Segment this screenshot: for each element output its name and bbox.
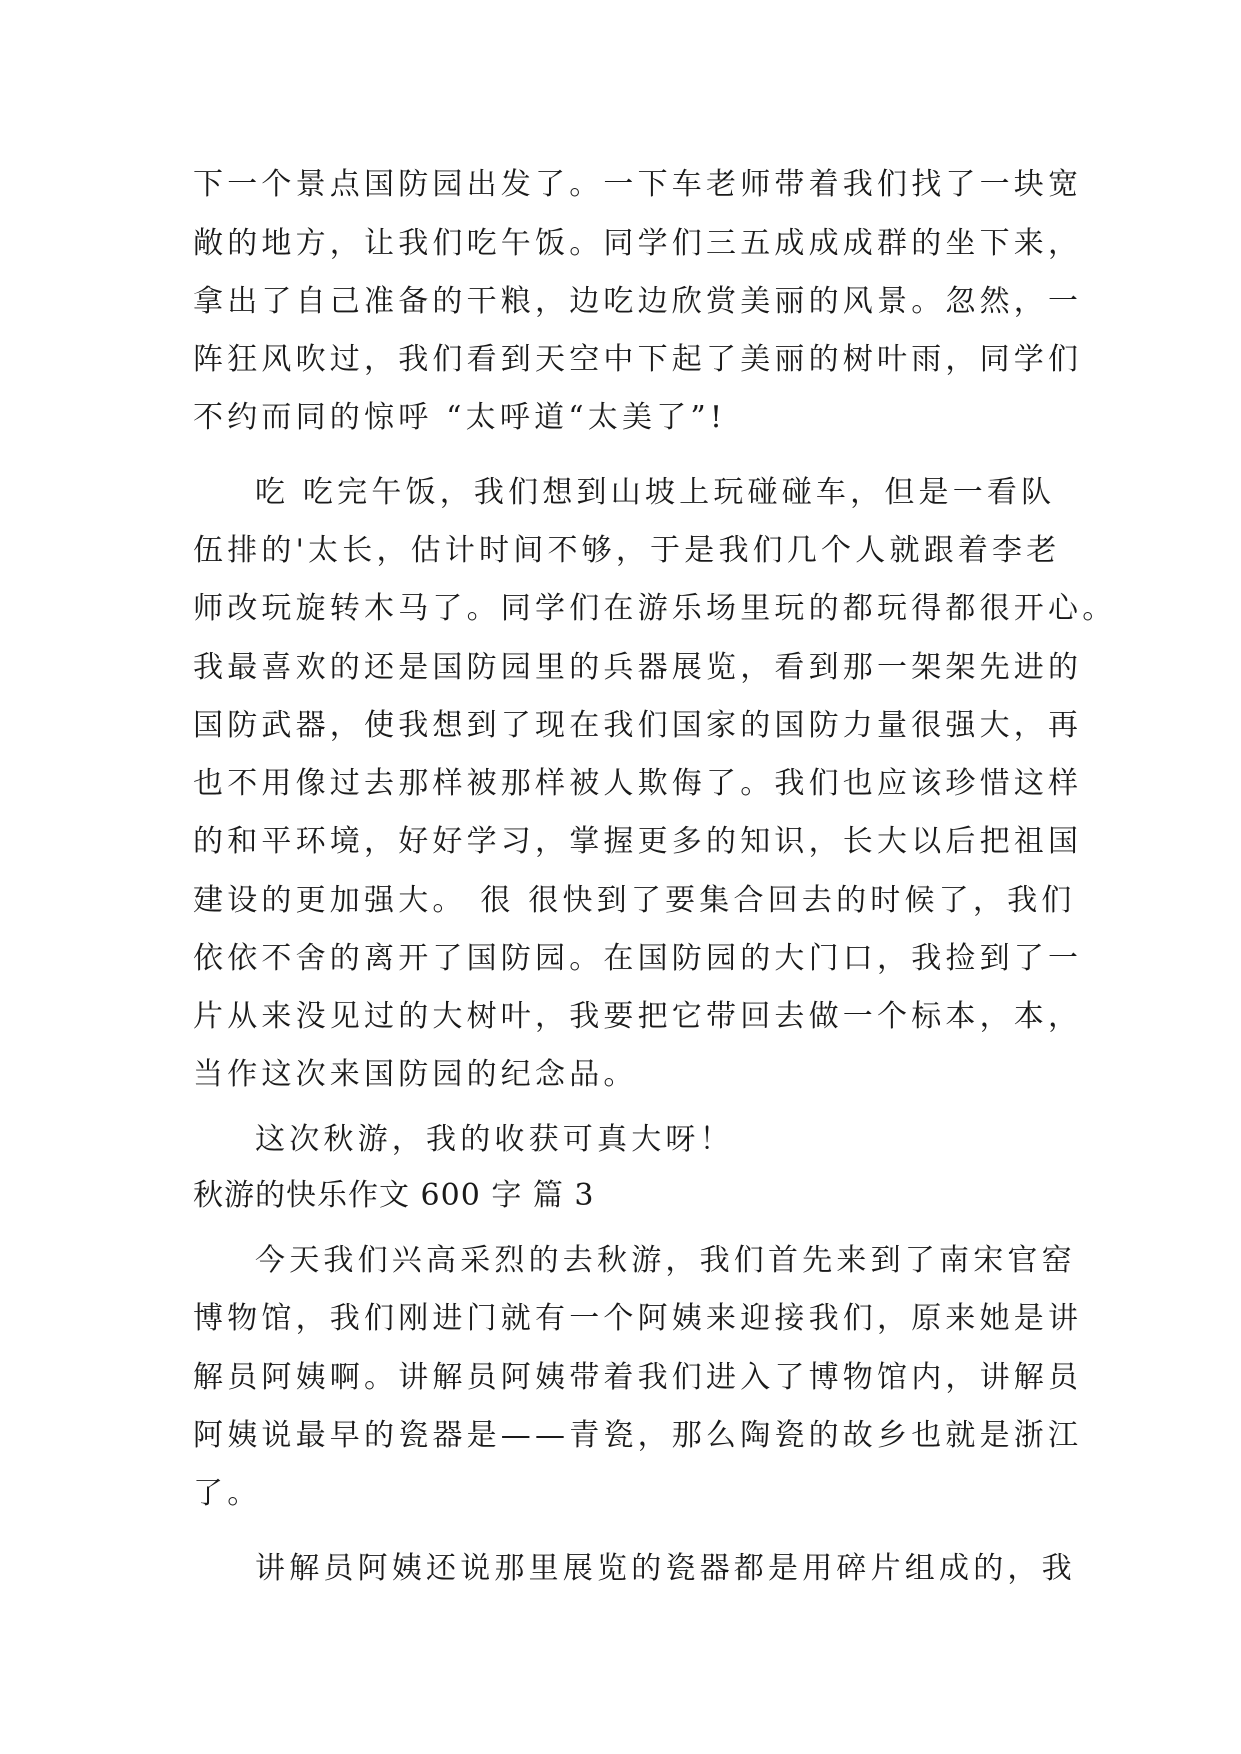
text-line: 师改玩旋转木马了。同学们在游乐场里玩的都玩得都很开心。 <box>193 591 1117 626</box>
text-line: 依依不舍的离开了国防园。在国防园的大门口，我捡到了一 <box>193 941 1083 976</box>
paragraph-first-line: 吃 吃完午饭，我们想到山坡上玩碰碰车，但是一看队 <box>255 475 1056 510</box>
text-line: 了。 <box>193 1476 262 1511</box>
paragraph-first-line: 这次秋游，我的收获可真大呀！ <box>255 1122 734 1157</box>
paragraph-first-line: 今天我们兴高采烈的去秋游，我们首先来到了南宋官窑 <box>255 1243 1076 1278</box>
text-line: 当作这次来国防园的纪念品。 <box>193 1057 638 1092</box>
text-line: 拿出了自己准备的干粮，边吃边欣赏美丽的风景。忽然，一 <box>193 284 1083 319</box>
text-line: 阵狂风吹过，我们看到天空中下起了美丽的树叶雨，同学们 <box>193 342 1083 377</box>
text-line: 也不用像过去那样被那样被人欺侮了。我们也应该珍惜这样 <box>193 766 1083 801</box>
text-line: 的和平环境，好好学习，掌握更多的知识，长大以后把祖国 <box>193 824 1083 859</box>
text-line: 建设的更加强大。 很 很快到了要集合回去的时候了，我们 <box>193 883 1076 918</box>
text-line: 阿姨说最早的瓷器是——青瓷，那么陶瓷的故乡也就是浙江 <box>193 1418 1083 1453</box>
text-line: 我最喜欢的还是国防园里的兵器展览，看到那一架架先进的 <box>193 650 1083 685</box>
text-line: 伍排的'太长，估计时间不够，于是我们几个人就跟着李老 <box>193 533 1061 568</box>
paragraph-first-line: 讲解员阿姨还说那里展览的瓷器都是用碎片组成的，我 <box>255 1551 1076 1586</box>
text-line: 不约而同的惊呼 “太呼道“太美了”! <box>193 400 727 435</box>
text-line: 国防武器，使我想到了现在我们国家的国防力量很强大，再 <box>193 708 1083 743</box>
text-line: 敞的地方，让我们吃午饭。同学们三五成成成群的坐下来， <box>193 226 1083 261</box>
text-line: 下一个景点国防园出发了。一下车老师带着我们找了一块宽 <box>193 167 1083 202</box>
text-line: 片从来没见过的大树叶，我要把它带回去做一个标本，本， <box>193 999 1083 1034</box>
text-line: 解员阿姨啊。讲解员阿姨带着我们进入了博物馆内，讲解员 <box>193 1360 1083 1395</box>
section-heading: 秋游的快乐作文 600 字 篇 3 <box>193 1178 595 1213</box>
text-line: 博物馆，我们刚进门就有一个阿姨来迎接我们，原来她是讲 <box>193 1301 1083 1336</box>
